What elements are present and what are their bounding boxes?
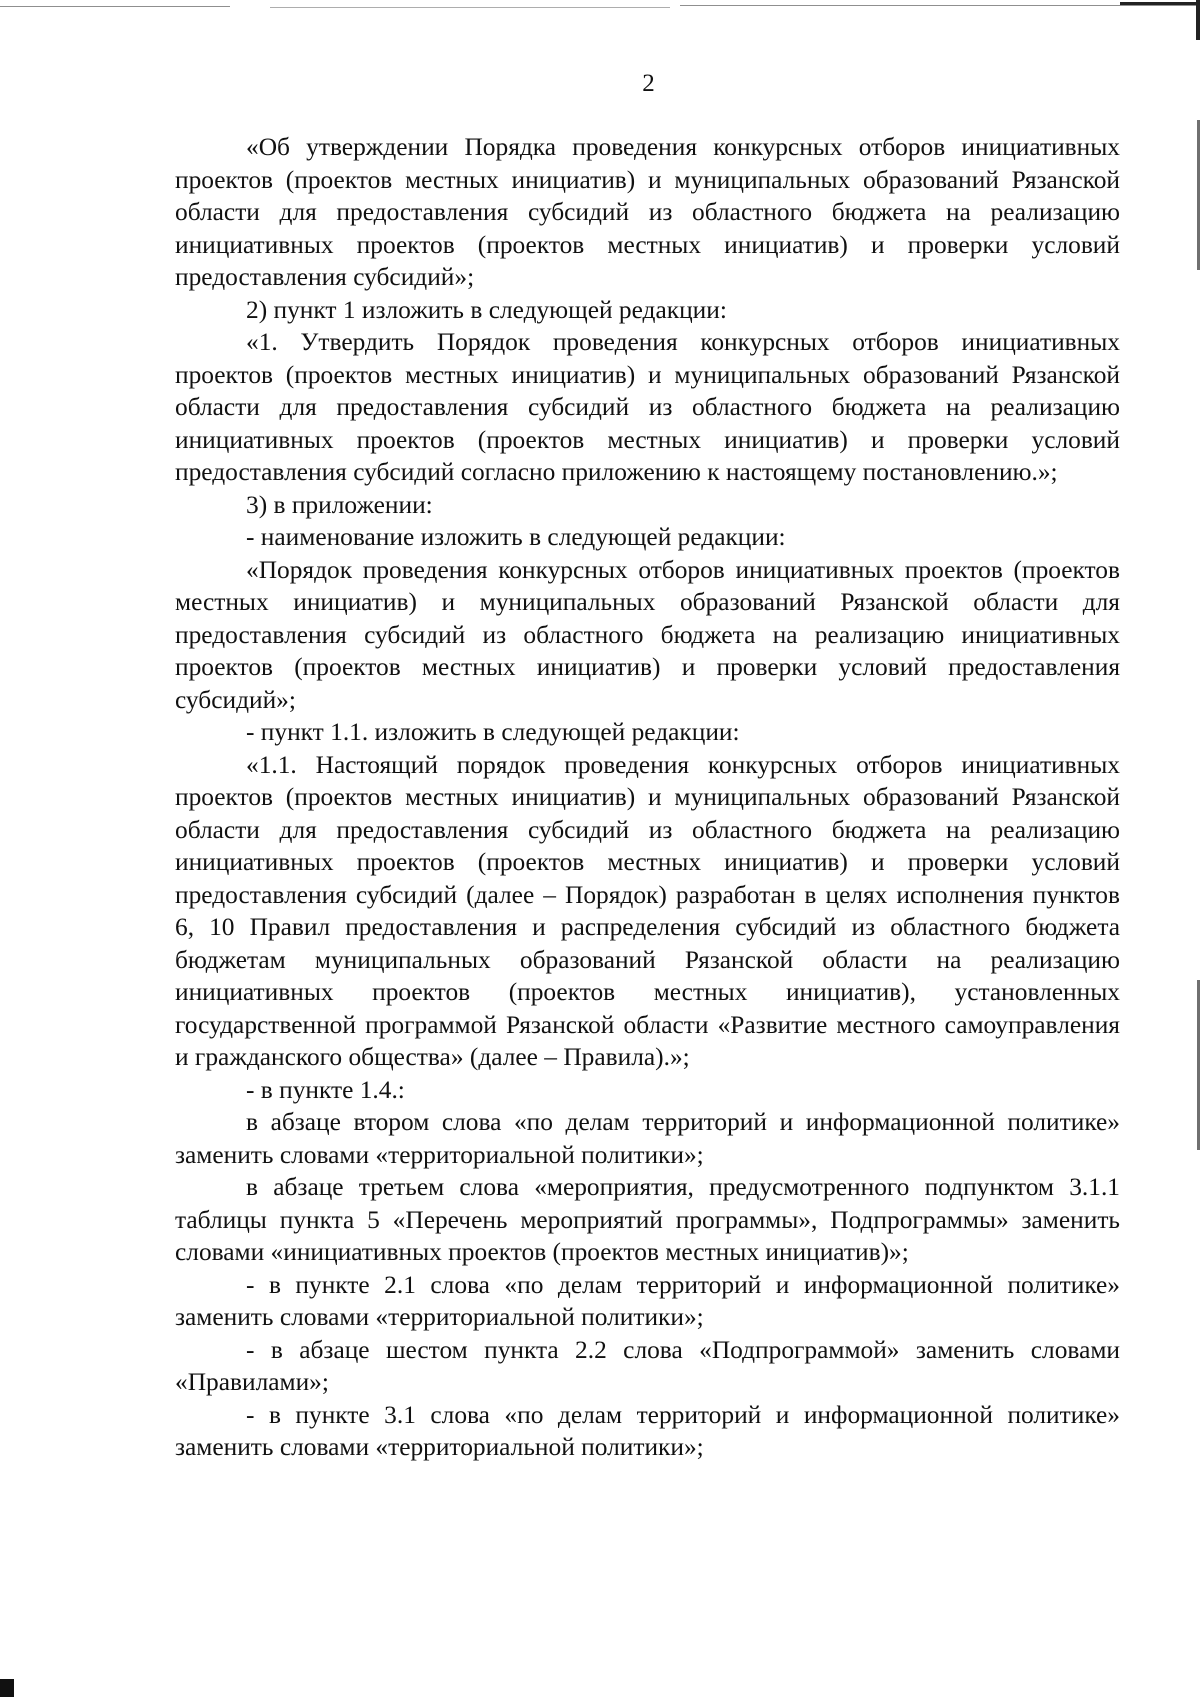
scan-corner-mark (1120, 2, 1200, 5)
scan-corner-mark (1196, 0, 1200, 40)
paragraph: - наименование изложить в следующей редакции: (246, 523, 786, 551)
paragraph: «Порядок проведения конкурсных отборов инициативных проектов (проектов местных инициатив) и муниципальных образований Рязанской области для предоставления субсидий из областного бюджета на реализацию инициативных проектов (проектов местных инициатив) и проверки условий предоставления субсидий»; (175, 555, 1120, 714)
paragraph: в абзаце втором слова «по делам территорий и информационной политике» заменить словами «территориальной политики»; (175, 1108, 1120, 1169)
paragraph: 2) пункт 1 изложить в следующей редакции: (246, 295, 727, 324)
paragraph: «1.1. Настоящий порядок проведения конкурсных отборов инициативных проектов (проектов местных инициатив) и муниципальных образований Рязанской области для предоставления субсидий из областного бюджета на реализацию инициативных проектов (проектов местных инициатив) и проверки условий предоставления субсидий (далее – Порядок) разработан в целях исполнения пунктов 6, 10 Правил предоставления и распределения субсидий из областного бюджета бюджетам муниципальных образований Рязанской области на реализацию инициативных проектов (проектов местных инициатив), установленных государственной программой Рязанской области «Развитие местного самоуправления и гражданского общества» (далее – Правила).»; (175, 750, 1120, 1071)
paragraph: - в абзаце шестом пункта 2.2 слова «Подпрограммой» заменить словами «Правилами»; (175, 1335, 1120, 1396)
page-number: 2 (642, 70, 655, 97)
paragraph: 3) в приложении: (246, 490, 433, 519)
paragraph: - пункт 1.1. изложить в следующей редакции: (246, 718, 740, 746)
paragraph: - в пункте 2.1 слова «по делам территорий и информационной политике» заменить словами «территориальной политики»; (175, 1270, 1120, 1331)
scan-edge-line (680, 5, 1200, 6)
scan-edge-line (270, 7, 670, 8)
paragraph: «1. Утвердить Порядок проведения конкурсных отборов инициативных проектов (проектов местных инициатив) и муниципальных образований Рязанской области для предоставления субсидий из областного бюджета на реализацию инициативных проектов (проектов местных инициатив) и проверки условий предоставления субсидий согласно приложению к настоящему постановлению.»; (175, 328, 1120, 486)
scan-edge-line (0, 6, 230, 7)
document-body (175, 131, 1120, 1464)
paragraph: в абзаце третьем слова «мероприятия, предусмотренного подпунктом 3.1.1 таблицы пункта 5 «Перечень мероприятий программы», Подпрограммы» заменить словами «инициативных проектов (проектов местных инициатив)»; (175, 1173, 1120, 1266)
scan-corner-mark (0, 1679, 14, 1697)
paragraph: - в пункте 1.4.: (246, 1075, 405, 1104)
paragraph: «Об утверждении Порядка проведения конкурсных отборов инициативных проектов (проектов местных инициатив) и муниципальных образований Рязанской области для предоставления субсидий из областного бюджета на реализацию инициативных проектов (проектов местных инициатив) и проверки условий предоставления субсидий»; (175, 133, 1120, 291)
paragraph: - в пункте 3.1 слова «по делам территорий и информационной политике» заменить словами «территориальной политики»; (175, 1400, 1120, 1461)
